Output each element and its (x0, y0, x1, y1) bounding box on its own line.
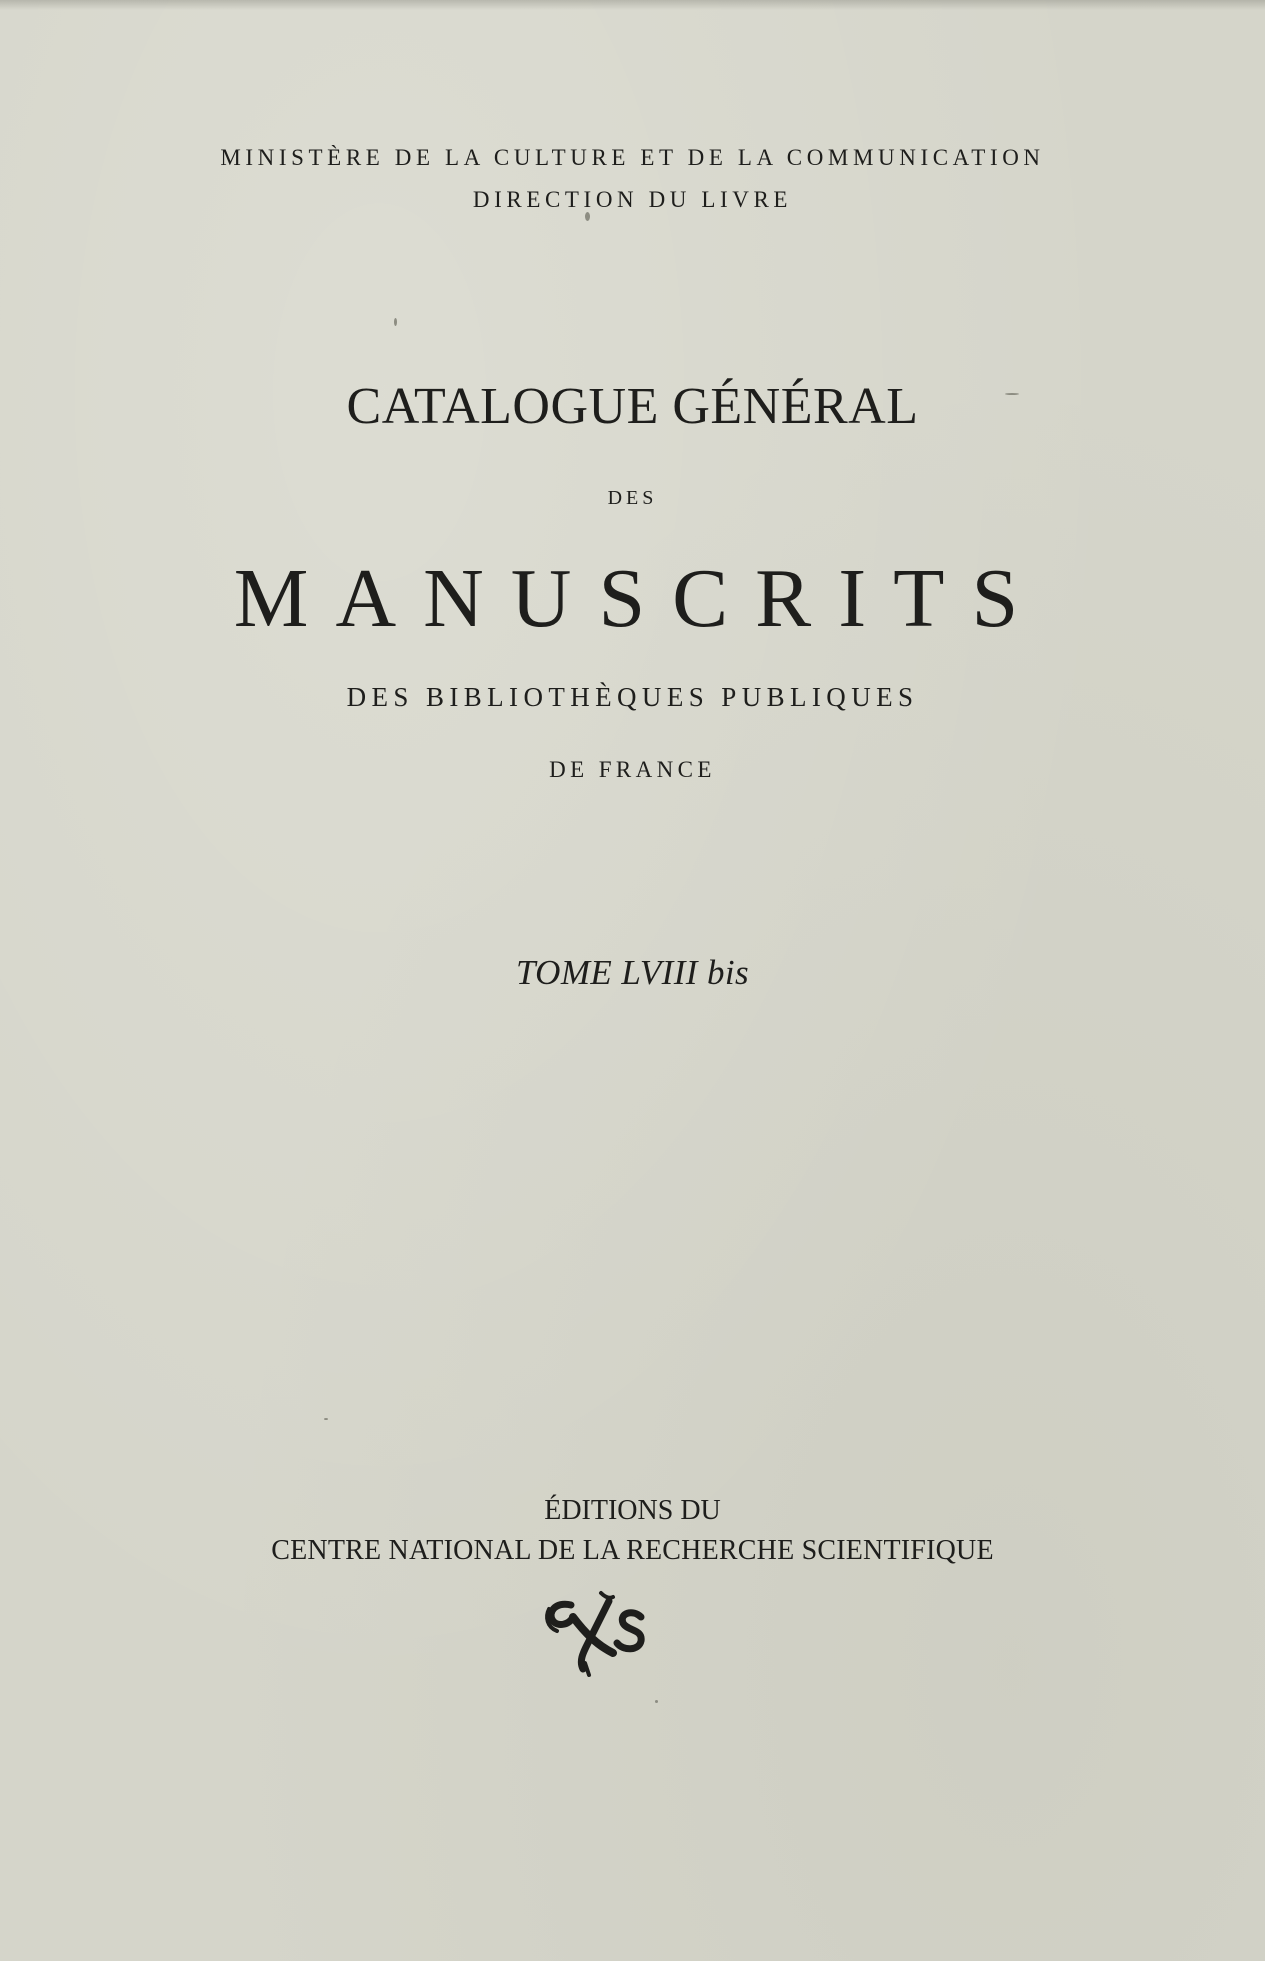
direction-heading: DIRECTION DU LIVRE (472, 187, 793, 212)
bibliotheques-subtitle: DES BIBLIOTHÈQUES PUBLIQUES (346, 682, 919, 712)
tome-volume: TOME LVIII bis (515, 953, 750, 992)
manuscrits-title: MANUSCRITS (233, 552, 1046, 645)
des-connector: DES (607, 487, 658, 509)
catalogue-title: CATALOGUE GÉNÉRAL (346, 378, 919, 435)
paper-speck (585, 212, 590, 221)
paper-speck (394, 318, 397, 326)
publisher-line-1: ÉDITIONS DU (544, 1495, 721, 1526)
publisher-line-2: CENTRE NATIONAL DE LA RECHERCHE SCIENTIFIQUE (271, 1535, 994, 1566)
paper-speck (1005, 393, 1019, 395)
france-subtitle: DE FRANCE (549, 757, 716, 782)
top-edge-shadow (0, 0, 1265, 10)
cnrs-monogram-icon (543, 1587, 655, 1677)
paper-speck (324, 1418, 328, 1420)
paper-speck (655, 1700, 658, 1703)
ministry-heading: MINISTÈRE DE LA CULTURE ET DE LA COMMUNICATION (220, 145, 1045, 170)
